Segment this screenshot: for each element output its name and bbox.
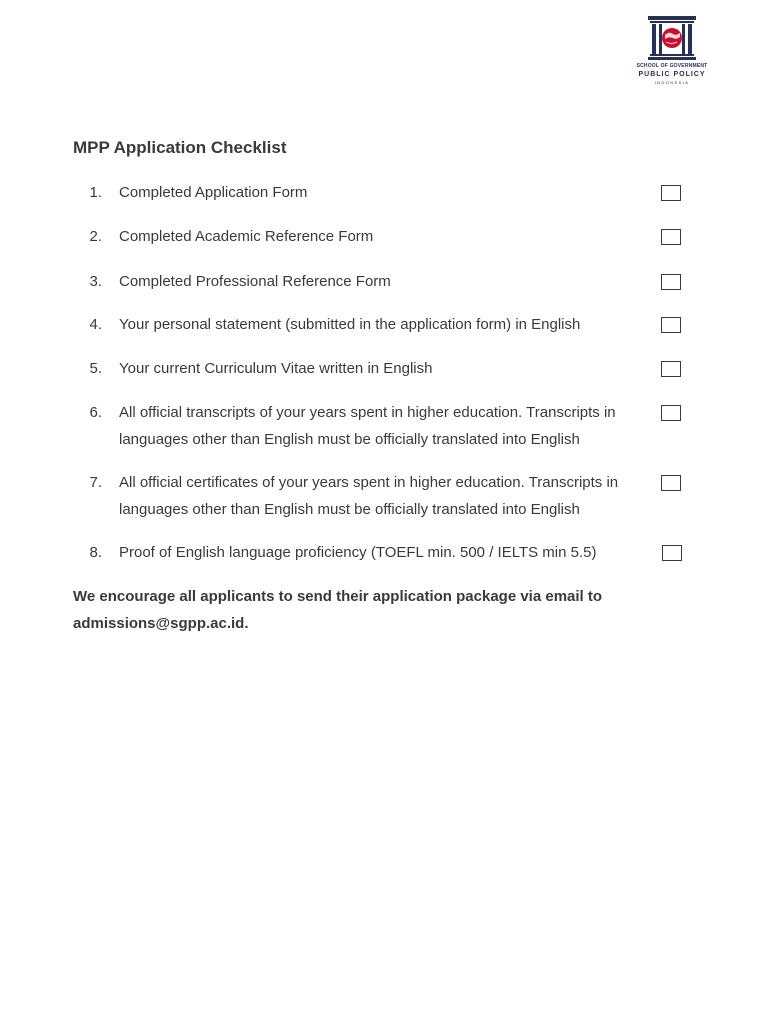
item-number: 1. [89, 184, 102, 201]
checkbox[interactable] [662, 545, 682, 561]
checkbox[interactable] [661, 405, 681, 421]
checkbox[interactable] [661, 475, 681, 491]
building-emblem-icon [628, 14, 716, 62]
item-number: 5. [89, 360, 102, 377]
item-text: Completed Academic Reference Form [119, 228, 374, 245]
item-text: Your current Curriculum Vitae written in English [119, 360, 433, 377]
item-text: All official certificates of your years spent in higher education. Transcripts in languages other than English must be officially translated into English [119, 474, 619, 518]
sgpp-logo [628, 14, 716, 88]
item-number: 6. [89, 404, 102, 421]
item-number: 3. [89, 273, 102, 290]
checkbox[interactable] [661, 229, 681, 245]
item-text: Proof of English language proficiency (TOEFL min. 500 / IELTS min 5.5) [119, 544, 597, 561]
item-number: 7. [89, 474, 102, 491]
checkbox[interactable] [661, 317, 681, 333]
item-text: Your personal statement (submitted in the application form) in English [119, 316, 581, 333]
item-text: Completed Application Form [119, 184, 308, 201]
item-number: 8. [89, 544, 102, 561]
logo-text-line2: PUBLIC POLICY [638, 71, 706, 78]
logo-text-line3: INDONESIA [654, 80, 690, 85]
item-text: All official transcripts of your years spent in higher education. Transcripts in languages other than English must be officially translated into English [119, 404, 616, 448]
item-number: 2. [89, 228, 102, 245]
checkbox[interactable] [661, 274, 681, 290]
checkbox[interactable] [661, 185, 681, 201]
page-title: MPP Application Checklist [73, 138, 287, 157]
logo-text-line1: SCHOOL OF GOVERNMENT [636, 63, 708, 69]
item-text: Completed Professional Reference Form [119, 273, 391, 290]
checkbox[interactable] [661, 361, 681, 377]
footer-note: We encourage all applicants to send their application package via email to admissions@sgpp.ac.id. [73, 588, 603, 632]
item-number: 4. [89, 316, 102, 333]
